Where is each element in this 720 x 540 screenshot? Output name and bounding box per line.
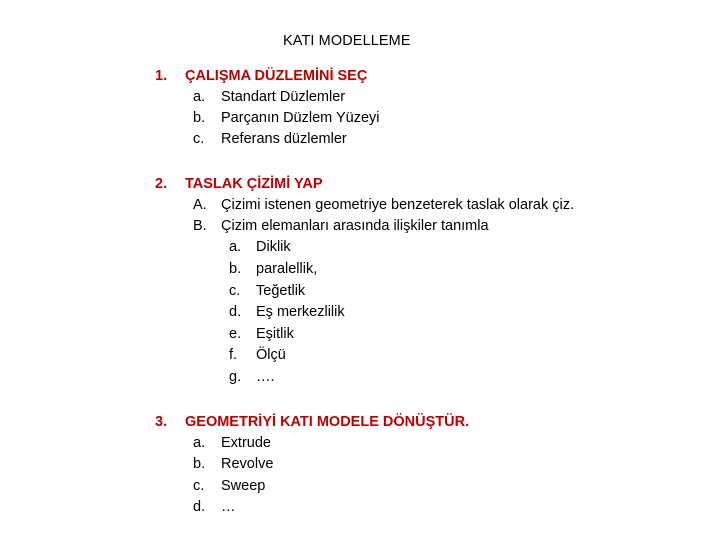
list-text: … <box>221 499 236 515</box>
sub-list-item <box>229 367 275 387</box>
list-item <box>193 87 345 107</box>
list-marker: e. <box>229 326 242 342</box>
list-text: Eş merkezlilik <box>256 304 345 320</box>
list-marker: a. <box>229 239 242 255</box>
list-marker: c. <box>229 283 241 299</box>
list-text: paralellik, <box>256 261 318 277</box>
list-marker: c. <box>193 131 205 147</box>
list-marker: b. <box>193 456 206 472</box>
list-text: Diklik <box>256 239 291 255</box>
list-marker: A. <box>193 197 207 213</box>
sub-list-item <box>229 259 317 279</box>
list-marker: a. <box>193 89 206 105</box>
section-heading: ÇALIŞMA DÜZLEMİNİ SEÇ <box>185 68 368 84</box>
list-item <box>193 129 347 149</box>
list-marker: a. <box>193 435 206 451</box>
list-marker: g. <box>229 369 242 385</box>
list-text: Eşitlik <box>256 326 294 342</box>
list-marker: d. <box>193 499 206 515</box>
list-text: Referans düzlemler <box>221 131 347 147</box>
sub-list-item <box>229 237 291 257</box>
list-text: Teğetlik <box>256 283 306 299</box>
section-number: 3. <box>155 414 168 430</box>
section-3-heading-row <box>155 412 469 432</box>
list-marker: d. <box>229 304 242 320</box>
list-marker: B. <box>193 218 207 234</box>
list-text: Sweep <box>221 478 266 494</box>
list-text: Standart Düzlemler <box>221 89 346 105</box>
list-item <box>193 108 380 128</box>
list-marker: b. <box>193 110 206 126</box>
list-text: Extrude <box>221 435 271 451</box>
list-text: Revolve <box>221 456 274 472</box>
section-heading: GEOMETRİYİ KATI MODELE DÖNÜŞTÜR. <box>185 414 470 430</box>
section-1-heading-row <box>155 66 367 86</box>
sub-list-item <box>229 281 305 301</box>
list-item <box>193 454 273 474</box>
list-item <box>193 216 489 236</box>
list-item <box>193 476 265 496</box>
list-marker: f. <box>229 347 238 363</box>
list-text: Çizim elemanları arasında ilişkiler tanımla <box>221 218 489 234</box>
section-number: 2. <box>155 176 168 192</box>
section-2-heading-row <box>155 174 323 194</box>
page-title: KATI MODELLEME <box>283 33 411 49</box>
list-marker: b. <box>229 261 242 277</box>
list-text: Parçanın Düzlem Yüzeyi <box>221 110 380 126</box>
list-text: Ölçü <box>256 347 286 363</box>
list-item <box>193 195 574 215</box>
sub-list-item <box>229 345 286 365</box>
sub-list-item <box>229 324 294 344</box>
list-marker: c. <box>193 478 205 494</box>
section-heading: TASLAK ÇİZİMİ YAP <box>185 176 323 192</box>
list-item <box>193 433 271 453</box>
list-text: Çizimi istenen geometriye benzeterek taslak olarak çiz. <box>221 197 574 213</box>
list-item <box>193 497 236 517</box>
section-number: 1. <box>155 68 168 84</box>
list-text: …. <box>256 369 275 385</box>
sub-list-item <box>229 302 345 322</box>
